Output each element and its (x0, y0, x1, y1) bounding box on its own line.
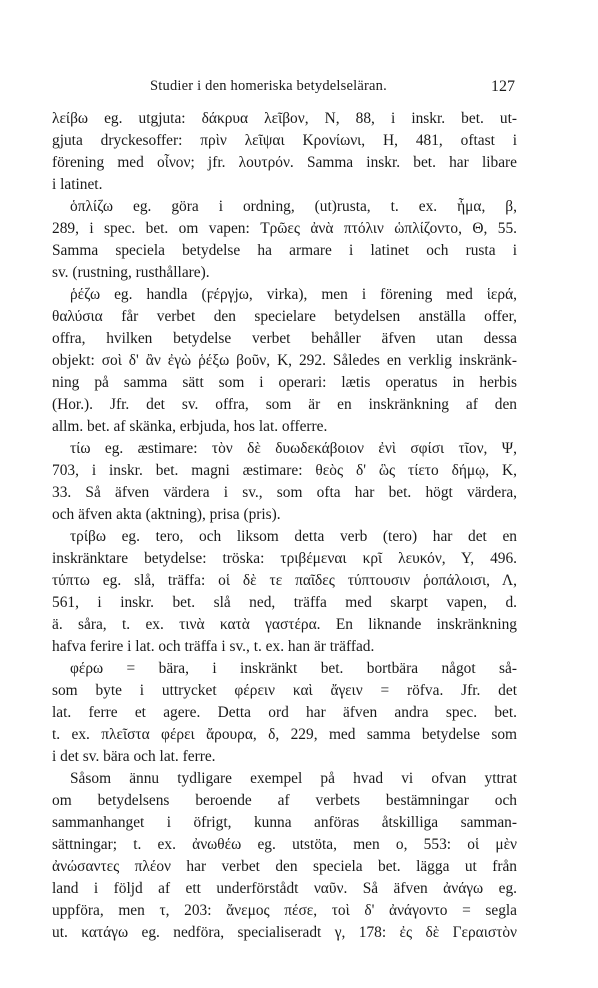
text-line: ä. såra, t. ex. τινὰ κατὰ γαστέρα. En liknande inskränkning (52, 616, 517, 633)
text-line: förening med οἶνον; jfr. λουτρόν. Samma inskr. bet. har libare (52, 154, 517, 171)
text-line: hafva ferire i lat. och träffa i sv., t. ex. han är träffad. (52, 638, 375, 655)
text-line: Såsom ännu tydligare exempel på hvad vi ofvan yttrat (70, 770, 517, 787)
text-line: gjuta dryckesoffer: πρὶν λεῖψαι Κρονίωνι, Η, 481, oftast i (52, 132, 517, 149)
text-line: 561, i inskr. bet. slå ned, träffa med skarpt vapen, d. (52, 594, 517, 611)
text-line: i latinet. (52, 176, 103, 193)
text-line: λείβω eg. utgjuta: δάκρυα λεῖβον, Ν, 88, i inskr. bet. ut- (52, 110, 517, 127)
text-line: inskränktare betydelse: tröska: τριβέμεναι κρῖ λευκόν, Υ, 496. (52, 550, 517, 567)
text-line: uppföra, men τ, 203: ἄνεμος πέσε, τοὶ δ' ἀνάγοντο = segla (52, 902, 517, 919)
page-number: 127 (491, 78, 515, 95)
page-header (0, 78, 598, 100)
text-line: sv. (rustning, rusthållare). (52, 264, 210, 281)
text-line: 33. Så äfven värdera i sv., som ofta har bet. högt värdera, (52, 484, 517, 501)
text-line: Samma speciela betydelse ha armare i latinet och rusta i (52, 242, 517, 259)
text-line: objekt: σοὶ δ' ἂν ἐγὼ ῥέξω βοῦν, Κ, 292. Således en verklig inskränk- (52, 352, 517, 369)
text-line: och äfven akta (aktning), prisa (pris). (52, 506, 281, 523)
text-line: τρίβω eg. tero, och liksom detta verb (tero) har det en (70, 528, 517, 545)
body-text (52, 108, 517, 944)
text-line: ῥέζω eg. handla (ϝέργjω, virka), men i förening med ἱερά, (70, 286, 517, 303)
text-line: ning på samma sätt som i operari: lætis operatus in herbis (52, 374, 517, 391)
text-line: om betydelsens beroende af verbets bestämningar och (52, 792, 517, 809)
text-line: θαλύσια får verbet den specielare betydelsen anställa offer, (52, 308, 517, 325)
text-line: 703, i inskr. bet. magni æstimare: θεὸς δ' ὣς τίετο δήμῳ, Κ, (52, 462, 517, 479)
text-line: τίω eg. æstimare: τὸν δὲ δυωδεκάβοιον ἐνὶ σφίσι τῖον, Ψ, (70, 440, 517, 457)
running-title: Studier i den homeriska betydelseläran. (150, 78, 387, 94)
text-line: som byte i uttrycket φέρειν καὶ ἄγειν = röfva. Jfr. det (52, 682, 517, 699)
text-line: lat. ferre et agere. Detta ord har äfven andra spec. bet. (52, 704, 517, 721)
text-line: 289, i spec. bet. om vapen: Τρῶες ἀνὰ πτόλιν ὡπλίζοντο, Θ, 55. (52, 220, 517, 237)
text-line: sättningar; t. ex. ἀνωθέω eg. utstöta, men ο, 553: οἱ μὲν (52, 836, 517, 853)
text-line: ut. κατάγω eg. nedföra, specialiseradt γ, 178: ἐς δὲ Γεραιστὸν (52, 924, 517, 941)
text-line: t. ex. πλεῖστα φέρει ἄρουρα, δ, 229, med samma betydelse som (52, 726, 517, 743)
text-line: ἀνώσαντες πλέον har verbet den speciela bet. lägga ut från (52, 858, 517, 875)
text-line: i det sv. bära och lat. ferre. (52, 748, 216, 765)
text-line: (Hor.). Jfr. det sv. offra, som är en inskränkning af den (52, 396, 517, 413)
text-line: allm. bet. af skänka, erbjuda, hos lat. offerre. (52, 418, 328, 435)
text-line: τύπτω eg. slå, träffa: οἱ δὲ τε παῖδες τύπτουσιν ῥοπάλοισι, Λ, (52, 572, 517, 589)
text-line: ὁπλίζω eg. göra i ordning, (ut)rusta, t. ex. ἦμα, β, (70, 198, 517, 215)
text-line: sammanhanget i öfrigt, kunna anföras åtskilliga samman- (52, 814, 517, 831)
text-line: offra, hvilken betydelse verbet behåller äfven utan dessa (52, 330, 517, 347)
text-line: φέρω = bära, i inskränkt bet. bortbära något så- (70, 660, 517, 677)
text-line: land i följd af ett underförstådt ναῦν. Så äfven ἀνάγω eg. (52, 880, 517, 897)
